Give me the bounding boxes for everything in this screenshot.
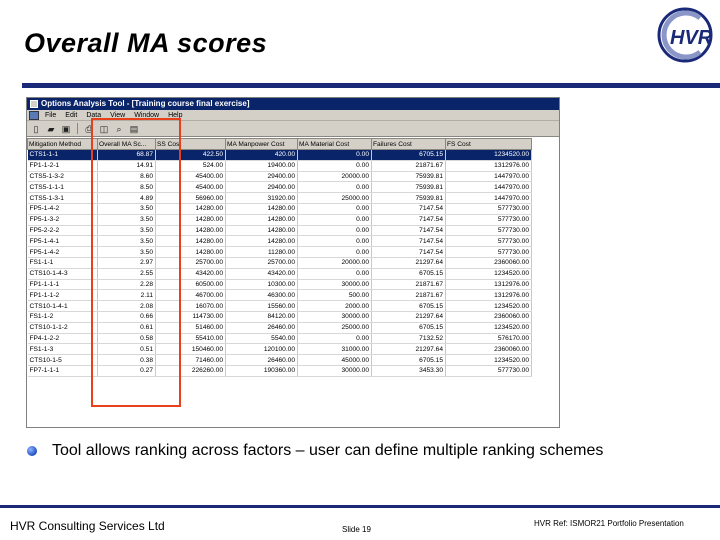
- table-cell[interactable]: 14280.00: [226, 214, 298, 225]
- table-cell[interactable]: 46700.00: [156, 290, 226, 301]
- table-cell[interactable]: FS1-1-2: [28, 311, 98, 322]
- hvr-logo: [656, 6, 714, 64]
- table-cell[interactable]: 226260.00: [156, 365, 226, 376]
- table-cell[interactable]: 577730.00: [446, 225, 532, 236]
- bullet-icon: [27, 446, 37, 456]
- table-cell[interactable]: 0.58: [98, 333, 156, 344]
- column-header[interactable]: Overall MA Sc...: [98, 139, 156, 150]
- table-cell[interactable]: 20000.00: [298, 171, 372, 182]
- toolbar-separator: [77, 123, 78, 134]
- table-cell[interactable]: 14280.00: [226, 225, 298, 236]
- table-cell[interactable]: FS1-1-3: [28, 344, 98, 355]
- table-cell[interactable]: CTS1-1-1: [28, 150, 98, 161]
- table-row[interactable]: [28, 268, 532, 279]
- table-cell[interactable]: 25000.00: [298, 193, 372, 204]
- table-cell[interactable]: 75939.81: [372, 193, 446, 204]
- table-cell[interactable]: 14.91: [98, 160, 156, 171]
- table-cell[interactable]: 14280.00: [156, 203, 226, 214]
- new-icon[interactable]: ▯: [33, 123, 39, 134]
- table-cell[interactable]: 51460.00: [156, 322, 226, 333]
- table-cell[interactable]: 56960.00: [156, 193, 226, 204]
- table-cell[interactable]: 3.50: [98, 236, 156, 247]
- table-cell[interactable]: 84120.00: [226, 311, 298, 322]
- table-cell[interactable]: 16070.00: [156, 301, 226, 312]
- table-cell[interactable]: 26460.00: [226, 355, 298, 366]
- table-cell[interactable]: 422.50: [156, 150, 226, 161]
- table-cell[interactable]: 1234520.00: [446, 322, 532, 333]
- column-header[interactable]: Mitigation Method: [28, 139, 98, 150]
- menu-bar: [27, 110, 559, 121]
- table-cell[interactable]: 0.00: [298, 268, 372, 279]
- table-cell[interactable]: 577730.00: [446, 247, 532, 258]
- table-cell[interactable]: 14280.00: [156, 247, 226, 258]
- table-cell[interactable]: 6705.15: [372, 355, 446, 366]
- table-row[interactable]: [28, 225, 532, 236]
- table-cell[interactable]: 31920.00: [226, 193, 298, 204]
- table-cell[interactable]: 45400.00: [156, 182, 226, 193]
- table-cell[interactable]: 71460.00: [156, 355, 226, 366]
- table-cell[interactable]: FP1-1-1-1: [28, 279, 98, 290]
- table-cell[interactable]: 6705.15: [372, 268, 446, 279]
- table-cell[interactable]: 30000.00: [298, 365, 372, 376]
- table-cell[interactable]: 0.00: [298, 160, 372, 171]
- table-row[interactable]: [28, 279, 532, 290]
- table-cell[interactable]: 14280.00: [156, 225, 226, 236]
- table-row[interactable]: [28, 182, 532, 193]
- table-cell[interactable]: 6705.15: [372, 301, 446, 312]
- table-cell[interactable]: 1234520.00: [446, 150, 532, 161]
- app-icon: [30, 100, 38, 108]
- footer-company: HVR Consulting Services Ltd: [10, 519, 165, 533]
- menu-edit[interactable]: Edit: [65, 111, 78, 119]
- table-cell[interactable]: 3.50: [98, 203, 156, 214]
- table-cell[interactable]: 26460.00: [226, 322, 298, 333]
- options-analysis-window: [26, 97, 560, 428]
- table-cell[interactable]: 120100.00: [226, 344, 298, 355]
- table-cell[interactable]: 43420.00: [156, 268, 226, 279]
- table-cell[interactable]: 75939.81: [372, 171, 446, 182]
- table-cell[interactable]: 1447970.00: [446, 171, 532, 182]
- table-body: [28, 150, 532, 377]
- table-row[interactable]: [28, 311, 532, 322]
- table-cell[interactable]: 11280.00: [226, 247, 298, 258]
- table-cell[interactable]: 1234520.00: [446, 301, 532, 312]
- table-cell[interactable]: 8.50: [98, 182, 156, 193]
- table-cell[interactable]: 46300.00: [226, 290, 298, 301]
- table-cell[interactable]: 19400.00: [226, 160, 298, 171]
- table-cell[interactable]: 8.60: [98, 171, 156, 182]
- table-cell[interactable]: 1312976.00: [446, 160, 532, 171]
- table-cell[interactable]: 21297.64: [372, 257, 446, 268]
- table-cell[interactable]: 3453.30: [372, 365, 446, 376]
- table-row[interactable]: [28, 203, 532, 214]
- table-cell[interactable]: 21871.67: [372, 290, 446, 301]
- table-row[interactable]: [28, 301, 532, 312]
- table-row[interactable]: [28, 365, 532, 376]
- table-row[interactable]: [28, 214, 532, 225]
- find-icon[interactable]: ⌕: [116, 123, 122, 134]
- table-row[interactable]: [28, 322, 532, 333]
- table-cell[interactable]: 2360060.00: [446, 344, 532, 355]
- column-header[interactable]: SS Cost: [156, 139, 226, 150]
- table-header-row: [28, 139, 532, 150]
- table-cell[interactable]: 2000.00: [298, 301, 372, 312]
- table-cell[interactable]: 1234520.00: [446, 268, 532, 279]
- window-titlebar[interactable]: [27, 98, 559, 110]
- table-cell[interactable]: 2.08: [98, 301, 156, 312]
- table-cell[interactable]: 577730.00: [446, 203, 532, 214]
- table-row[interactable]: [28, 193, 532, 204]
- table-row[interactable]: [28, 160, 532, 171]
- footer-divider: [0, 505, 720, 508]
- table-cell[interactable]: 1312976.00: [446, 279, 532, 290]
- slide-title: Overall MA scores: [24, 28, 268, 58]
- table-cell[interactable]: 0.00: [298, 333, 372, 344]
- table-cell[interactable]: CTS10-1-5: [28, 355, 98, 366]
- table-cell[interactable]: 55410.00: [156, 333, 226, 344]
- table-cell[interactable]: 15560.00: [226, 301, 298, 312]
- table-cell[interactable]: 2.55: [98, 268, 156, 279]
- table-cell[interactable]: CTS5-1-1-1: [28, 182, 98, 193]
- table-cell[interactable]: 68.87: [98, 150, 156, 161]
- table-cell[interactable]: 60500.00: [156, 279, 226, 290]
- table-cell[interactable]: 75939.81: [372, 182, 446, 193]
- table-cell[interactable]: 14280.00: [226, 236, 298, 247]
- column-header[interactable]: MA Material Cost: [298, 139, 372, 150]
- table-cell[interactable]: 43420.00: [226, 268, 298, 279]
- table-cell[interactable]: 7147.54: [372, 203, 446, 214]
- column-header[interactable]: FS Cost: [446, 139, 532, 150]
- table-cell[interactable]: FP5-2-2-2: [28, 225, 98, 236]
- table-cell[interactable]: 5540.00: [226, 333, 298, 344]
- menu-window[interactable]: Window: [134, 111, 160, 119]
- table-cell[interactable]: 7147.54: [372, 247, 446, 258]
- table-cell[interactable]: CTS5-1-3-1: [28, 193, 98, 204]
- table-cell[interactable]: 190360.00: [226, 365, 298, 376]
- table-cell[interactable]: 1312976.00: [446, 290, 532, 301]
- table-cell[interactable]: 25700.00: [156, 257, 226, 268]
- table-cell[interactable]: 4.89: [98, 193, 156, 204]
- table-cell[interactable]: 14280.00: [226, 203, 298, 214]
- table-cell[interactable]: 1447970.00: [446, 182, 532, 193]
- table-cell[interactable]: CTS10-1-4-3: [28, 268, 98, 279]
- table-cell[interactable]: 29400.00: [226, 182, 298, 193]
- menu-data[interactable]: Data: [86, 111, 102, 119]
- table-cell[interactable]: 576170.00: [446, 333, 532, 344]
- table-cell[interactable]: 2360060.00: [446, 257, 532, 268]
- table-cell[interactable]: 500.00: [298, 290, 372, 301]
- column-header[interactable]: MA Manpower Cost: [226, 139, 298, 150]
- table-cell[interactable]: 2.97: [98, 257, 156, 268]
- table-cell[interactable]: FS1-1-1: [28, 257, 98, 268]
- table-cell[interactable]: 524.00: [156, 160, 226, 171]
- footer-reference: HVR Ref: ISMOR21 Portfolio Presentation: [534, 519, 684, 528]
- table-cell[interactable]: 30000.00: [298, 311, 372, 322]
- table-cell[interactable]: 45400.00: [156, 171, 226, 182]
- table-cell[interactable]: FP4-1-2-2: [28, 333, 98, 344]
- table-cell[interactable]: 6705.15: [372, 322, 446, 333]
- table-cell[interactable]: 29400.00: [226, 171, 298, 182]
- table-cell[interactable]: CTS10-1-4-1: [28, 301, 98, 312]
- table-row[interactable]: [28, 355, 532, 366]
- table-cell[interactable]: 114730.00: [156, 311, 226, 322]
- table-cell[interactable]: 577730.00: [446, 236, 532, 247]
- table-cell[interactable]: 0.00: [298, 182, 372, 193]
- table-cell[interactable]: 21297.64: [372, 344, 446, 355]
- table-cell[interactable]: 25700.00: [226, 257, 298, 268]
- table-cell[interactable]: 3.50: [98, 225, 156, 236]
- table-cell[interactable]: 2.11: [98, 290, 156, 301]
- table-cell[interactable]: 0.27: [98, 365, 156, 376]
- table-row[interactable]: [28, 257, 532, 268]
- table-cell[interactable]: 0.00: [298, 203, 372, 214]
- table-cell[interactable]: 0.00: [298, 236, 372, 247]
- table-cell[interactable]: 7132.52: [372, 333, 446, 344]
- table-cell[interactable]: 21297.64: [372, 311, 446, 322]
- table-row[interactable]: [28, 344, 532, 355]
- ranking-table: [27, 138, 532, 377]
- table-row[interactable]: [28, 247, 532, 258]
- table-cell[interactable]: 2.28: [98, 279, 156, 290]
- table-cell[interactable]: 0.51: [98, 344, 156, 355]
- table-cell[interactable]: 0.61: [98, 322, 156, 333]
- table-cell[interactable]: 45000.00: [298, 355, 372, 366]
- table-row[interactable]: [28, 333, 532, 344]
- table-row[interactable]: [28, 171, 532, 182]
- table-cell[interactable]: 21871.67: [372, 160, 446, 171]
- table-cell[interactable]: CTS5-1-3-2: [28, 171, 98, 182]
- table-cell[interactable]: FP5-1-3-2: [28, 214, 98, 225]
- table-row[interactable]: [28, 290, 532, 301]
- table-cell[interactable]: 10300.00: [226, 279, 298, 290]
- window-title: Options Analysis Tool - [Training course final exercise]: [41, 99, 250, 108]
- open-icon[interactable]: ▰: [47, 123, 55, 134]
- save-icon[interactable]: ▣: [61, 123, 71, 134]
- table-cell[interactable]: 7147.54: [372, 214, 446, 225]
- table-cell[interactable]: 577730.00: [446, 214, 532, 225]
- table-cell[interactable]: 577730.00: [446, 365, 532, 376]
- menu-help[interactable]: Help: [168, 111, 183, 119]
- table-cell[interactable]: 31000.00: [298, 344, 372, 355]
- preview-icon[interactable]: ◫: [99, 123, 109, 134]
- table-cell[interactable]: FP1-1-2-1: [28, 160, 98, 171]
- document-icon[interactable]: [29, 111, 39, 120]
- svg-text:HVR: HVR: [670, 27, 713, 49]
- table-cell[interactable]: 0.00: [298, 247, 372, 258]
- table-cell[interactable]: FP1-1-1-2: [28, 290, 98, 301]
- table-cell[interactable]: 20000.00: [298, 257, 372, 268]
- table-cell[interactable]: 21871.67: [372, 279, 446, 290]
- table-cell[interactable]: FP5-1-4-2: [28, 203, 98, 214]
- table-cell[interactable]: 0.38: [98, 355, 156, 366]
- table-cell[interactable]: 0.66: [98, 311, 156, 322]
- table-cell[interactable]: 7147.54: [372, 236, 446, 247]
- table-cell[interactable]: FP7-1-1-1: [28, 365, 98, 376]
- table-cell[interactable]: 7147.54: [372, 225, 446, 236]
- table-cell[interactable]: 14280.00: [156, 236, 226, 247]
- print-icon[interactable]: ⎙: [85, 123, 93, 134]
- toolbar: [27, 121, 559, 137]
- table-cell[interactable]: 1234520.00: [446, 355, 532, 366]
- table-cell[interactable]: 6705.15: [372, 150, 446, 161]
- footer-slide-number: Slide 19: [342, 525, 371, 534]
- table-cell[interactable]: 0.00: [298, 225, 372, 236]
- column-header[interactable]: Failures Cost: [372, 139, 446, 150]
- title-divider: [22, 83, 720, 88]
- table-row[interactable]: [28, 150, 532, 161]
- table-cell[interactable]: 150460.00: [156, 344, 226, 355]
- table-cell[interactable]: 3.50: [98, 214, 156, 225]
- table-cell[interactable]: 3.50: [98, 247, 156, 258]
- bullet-text: Tool allows ranking across factors – user can define multiple ranking schemes: [52, 442, 604, 459]
- menu-file[interactable]: File: [45, 111, 57, 119]
- table-cell[interactable]: FP5-1-4-1: [28, 236, 98, 247]
- table-cell[interactable]: 2360060.00: [446, 311, 532, 322]
- table-cell[interactable]: 30000.00: [298, 279, 372, 290]
- table-cell[interactable]: 25000.00: [298, 322, 372, 333]
- menu-view[interactable]: View: [110, 111, 126, 119]
- table-cell[interactable]: 1447970.00: [446, 193, 532, 204]
- view-icon[interactable]: ▤: [129, 123, 139, 134]
- table-cell[interactable]: 14280.00: [156, 214, 226, 225]
- table-row[interactable]: [28, 236, 532, 247]
- table-cell[interactable]: CTS10-1-1-2: [28, 322, 98, 333]
- table-cell[interactable]: 0.00: [298, 214, 372, 225]
- table-cell[interactable]: FP5-1-4-2: [28, 247, 98, 258]
- table-cell[interactable]: 0.00: [298, 150, 372, 161]
- table-cell[interactable]: 420.00: [226, 150, 298, 161]
